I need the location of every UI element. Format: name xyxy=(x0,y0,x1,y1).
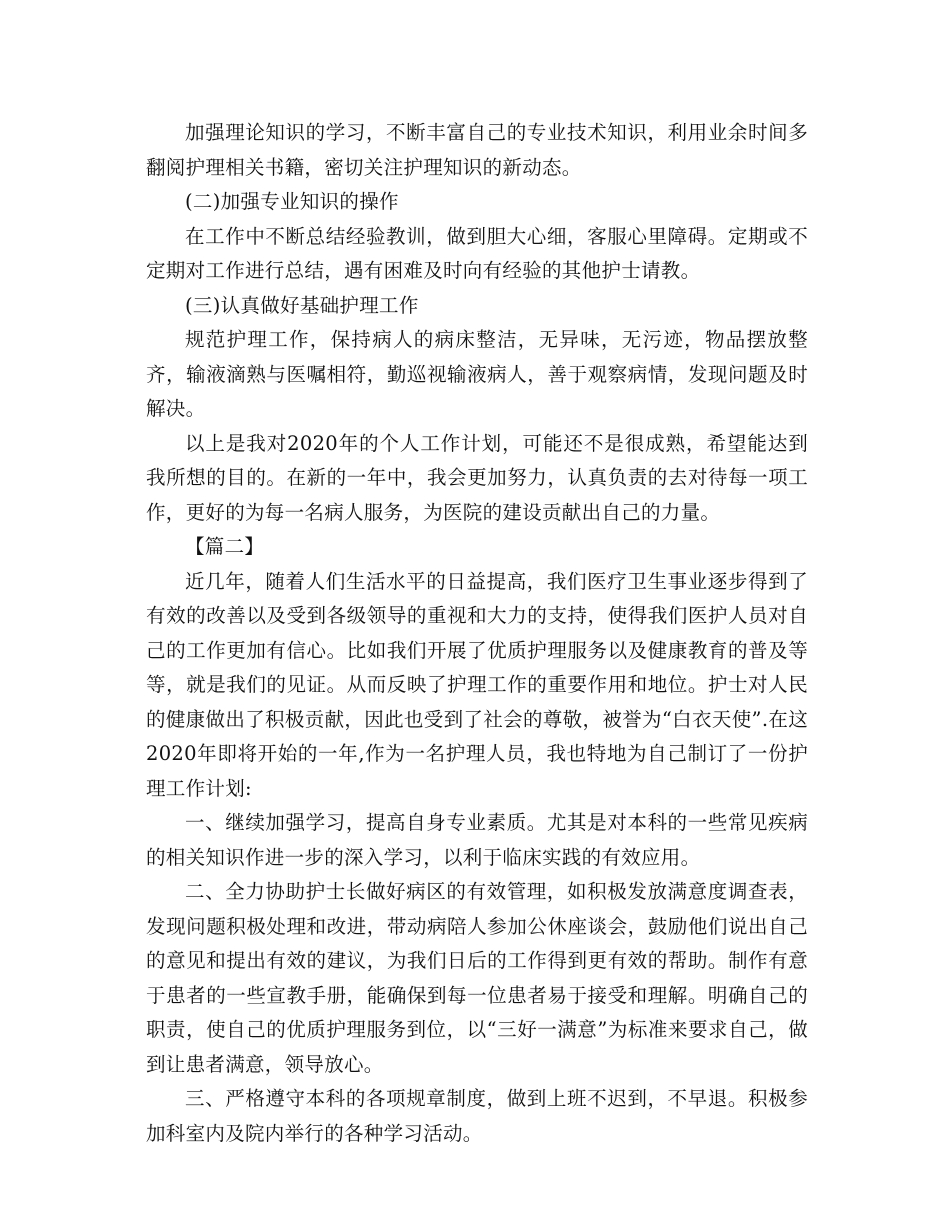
section-heading-2: (二)加强专业知识的操作 xyxy=(185,190,399,213)
paragraph-experience-summary: 在工作中不断总结经验教训，做到胆大心细，客服心里障碍。定期或不定期对工作进行总结，遇有困难及时向有经验的其他护士请教。 xyxy=(146,224,808,282)
paragraph-point-one: 一、继续加强学习，提高自身专业素质。尤其是对本科的一些常见疾病的相关知识作进一步的深入学习，以利于临床实践的有效应用。 xyxy=(146,811,808,869)
paragraph-point-two: 二、全力协助护士长做好病区的有效管理，如积极发放满意度调查表，发现问题积极处理和改进，带动病陪人参加公休座谈会，鼓励他们说出自己的意见和提出有效的建议，为我们日后的工作得到更有效的帮助。制作有意于患者的一些宣教手册，能确保到每一位患者易于接受和理解。明确自己的职责，使自己的优质护理服务到位，以“三好一满意”为标准来要求自己，做到让患者满意，领导放心。 xyxy=(146,880,808,1076)
section-heading-3: (三)认真做好基础护理工作 xyxy=(185,293,419,317)
paragraph-point-three: 三、严格遵守本科的各项规章制度，做到上班不迟到，不早退。积极参加科室内及院内举行的各种学习活动。 xyxy=(146,1087,808,1145)
paragraph-plan-conclusion: 以上是我对2020年的个人工作计划，可能还不是很成熟，希望能达到我所想的目的。在新的一年中，我会更加努力，认真负责的去对待每一项工作，更好的为每一名病人服务，为医院的建设贡献出自己的力量。 xyxy=(146,431,808,524)
paragraph-introduction: 近几年，随着人们生活水平的日益提高，我们医疗卫生事业逐步得到了有效的改善以及受到各级领导的重视和大力的支持，使得我们医护人员对自己的工作更加有信心。比如我们开展了优质护理服务以及健康教育的普及等等，就是我们的见证。从而反映了护理工作的重要作用和地位。护士对人民的健康做出了积极贡献，因此也受到了社会的尊敬，被誉为“白衣天使”.在这2020年即将开始的一年,作为一名护理人员，我也特地为自己制订了一份护理工作计划: xyxy=(146,569,808,800)
paragraph-basic-care: 规范护理工作，保持病人的病床整洁，无异味，无污迹，物品摆放整齐，输液滴熟与医嘱相符，勤巡视输液病人，善于观察病情，发现问题及时解决。 xyxy=(146,328,808,420)
paragraph-theory-study: 加强理论知识的学习，不断丰富自己的专业技术知识，利用业余时间多翻阅护理相关书籍，密切关注护理知识的新动态。 xyxy=(146,121,808,179)
document-body xyxy=(146,116,808,1151)
chapter-heading-part-two: 【篇二】 xyxy=(185,535,265,558)
